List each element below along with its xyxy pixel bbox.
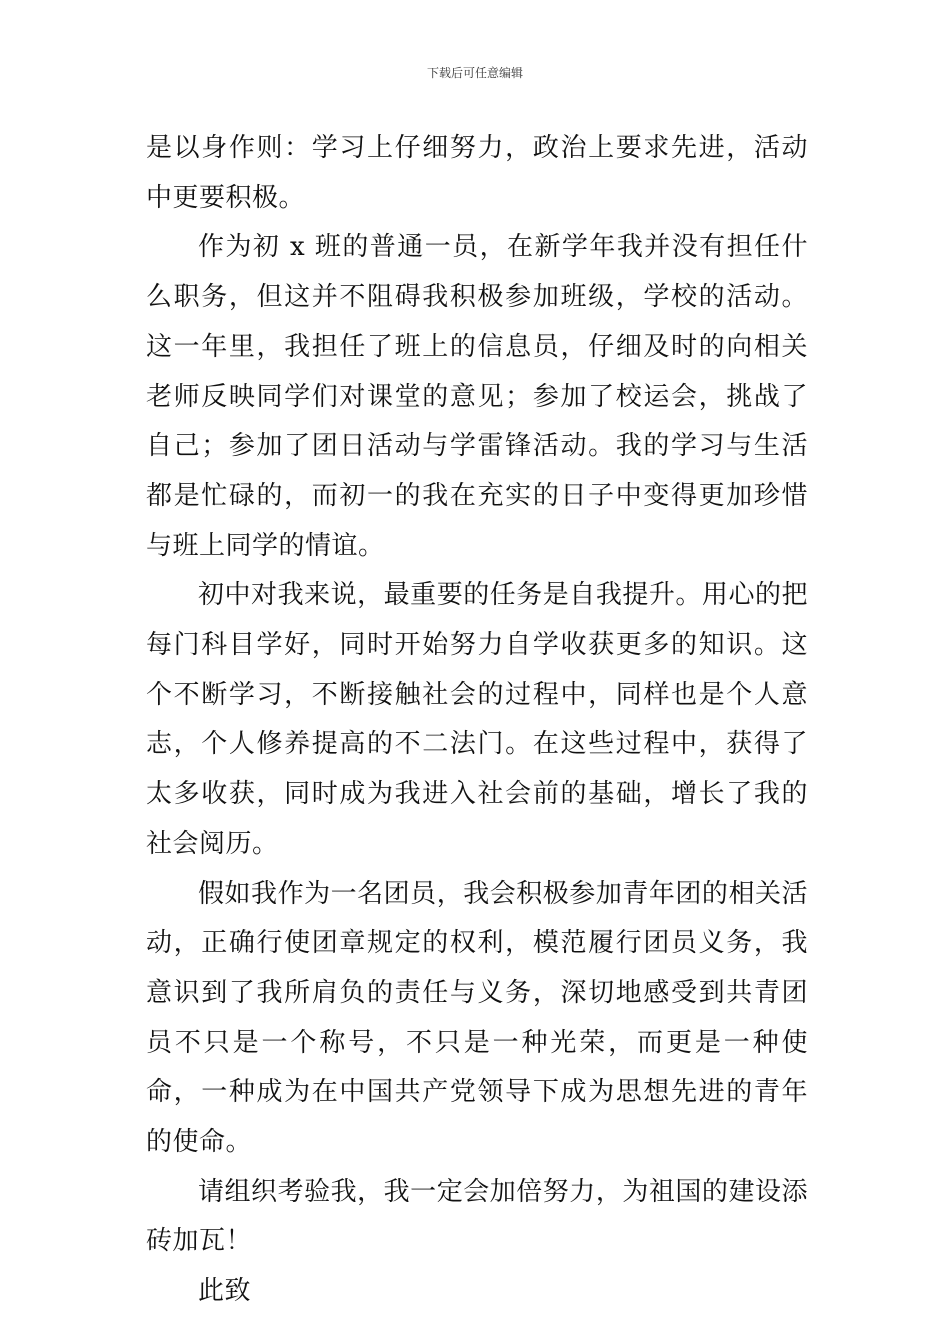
paragraph-closing: 此致 bbox=[198, 1276, 252, 1307]
document-body bbox=[146, 124, 808, 1317]
page-header: 下载后可任意编辑 bbox=[426, 66, 523, 80]
paragraph-request: 请组织考验我，我一定会加倍努力，为祖国的建设添砖加瓦！ bbox=[146, 1176, 808, 1257]
paragraph-continuation: 是以身作则：学习上仔细努力，政治上要求先进，活动中更要积极。 bbox=[146, 133, 808, 213]
paragraph-class-member: 作为初 x 班的普通一员，在新学年我并没有担任什么职务，但这并不阻碍我积极参加班级，学校的活动。这一年里，我担任了班上的信息员，仔细及时的向相关老师反映同学们对课堂的意见；参加了校运会，挑战了自己；参加了团日活动与学雷锋活动。我的学习与生活都是忙碌的，而初一的我在充实的日子中变得更加珍惜与班上同学的情谊。 bbox=[146, 232, 808, 561]
paragraph-league-member: 假如我作为一名团员，我会积极参加青年团的相关活动，正确行使团章规定的权利，模范履行团员义务，我意识到了我所肩负的责任与义务，深切地感受到共青团员不只是一个称号，不只是一种光荣，而更是一种使命，一种成为在中国共产党领导下成为思想先进的青年的使命。 bbox=[146, 878, 808, 1158]
paragraph-self-improvement: 初中对我来说，最重要的任务是自我提升。用心的把每门科目学好，同时开始努力自学收获更多的知识。这个不断学习，不断接触社会的过程中，同样也是个人意志，个人修养提高的不二法门。在这些过程中，获得了太多收获，同时成为我进入社会前的基础，增长了我的社会阅历。 bbox=[146, 580, 808, 859]
